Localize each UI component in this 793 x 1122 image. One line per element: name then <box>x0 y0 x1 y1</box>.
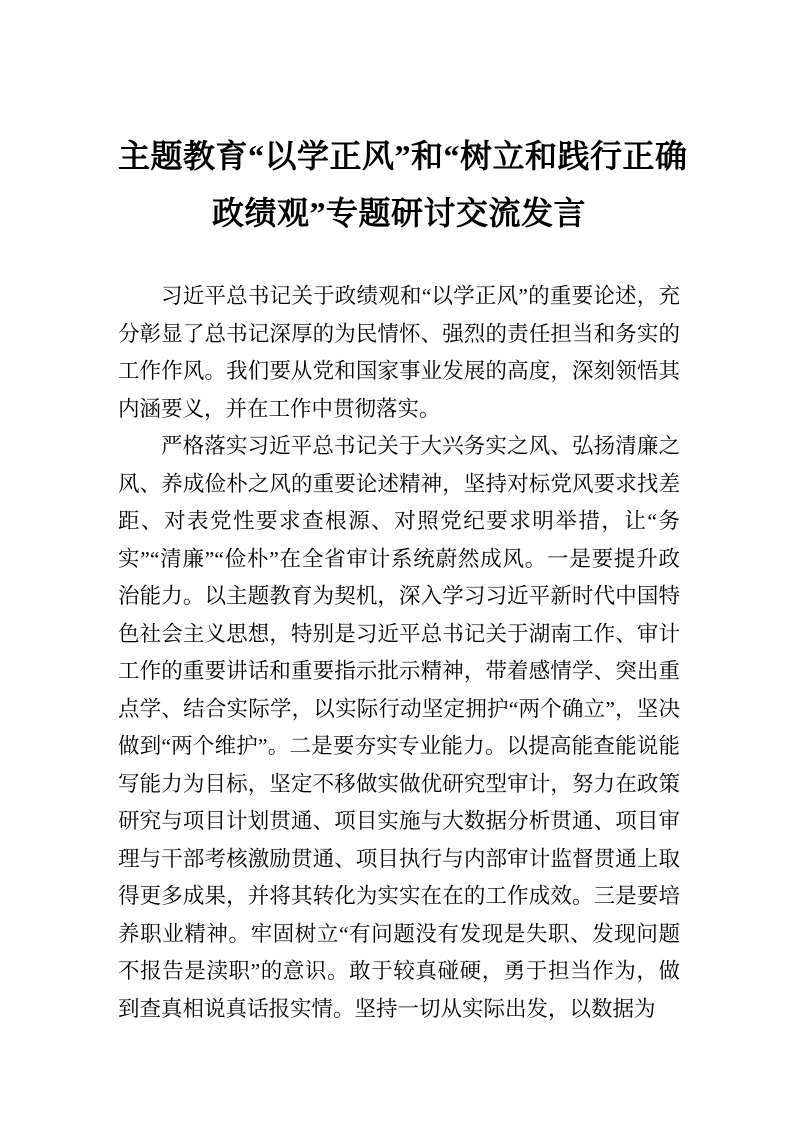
paragraph-main: 严格落实习近平总书记关于大兴务实之风、弘扬清廉之风、养成俭朴之风的重要论述精神，坚持对标党风要求找差距、对表党性要求查根源、对照党纪要求明举措，让“务实”“清廉”“俭朴”在全省审计系统蔚然成风。一是要提升政治能力。以主题教育为契机，深入学习习近平新时代中国特色社会主义思想，特别是习近平总书记关于湖南工作、审计工作的重要讲话和重要指示批示精神，带着感情学、突出重点学、结合实际学，以实际行动坚定拥护“两个确立”，坚决做到“两个维护”。二是要夯实专业能力。以提高能查能说能写能力为目标，坚定不移做实做优研究型审计，努力在政策研究与项目计划贯通、项目实施与大数据分析贯通、项目审理与干部考核激励贯通、项目执行与内部审计监督贯通上取得更多成果，并将其转化为实实在在的工作成效。三是要培养职业精神。牢固树立“有问题没有发现是失职、发现问题不报告是渎职”的意识。敢于较真碰硬，勇于担当作为，做到查真相说真话报实情。坚持一切从实际出发，以数据为 <box>118 434 680 1021</box>
title-line-2: 政绩观”专题研讨交流发言 <box>211 195 586 231</box>
document-title <box>118 128 688 242</box>
paragraph-intro: 习近平总书记关于政绩观和“以学正风”的重要论述，充分彰显了总书记深厚的为民情怀、强烈的责任担当和务实的工作作风。我们要从党和国家事业发展的高度，深刻领悟其内涵要义，并在工作中贯彻落实。 <box>118 284 680 421</box>
document-body <box>118 278 680 1028</box>
title-line-1: 主题教育“以学正风”和“树立和践行正确 <box>118 138 688 174</box>
